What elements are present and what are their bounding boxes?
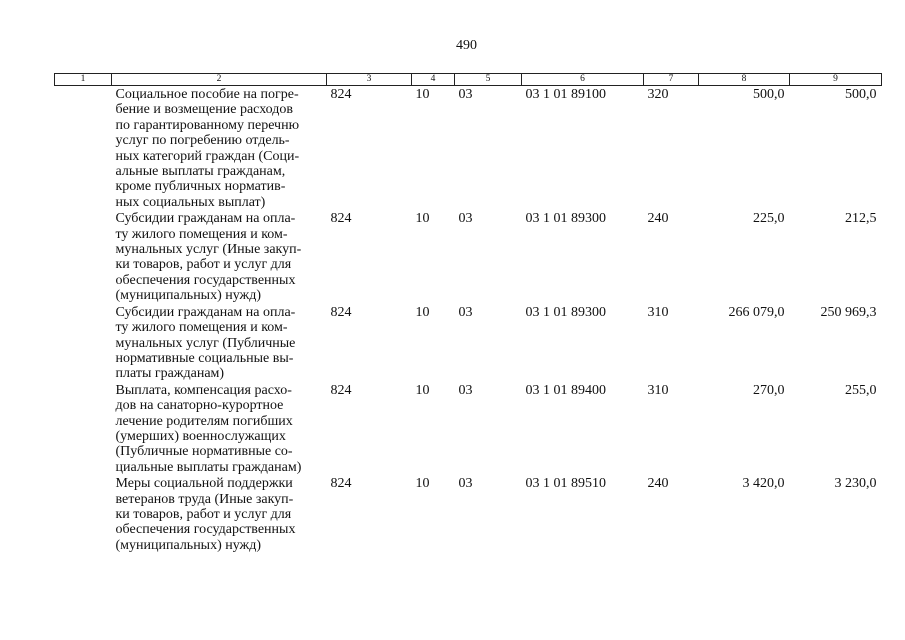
section-code: 10 bbox=[415, 476, 430, 492]
ministry-code: 824 bbox=[330, 87, 352, 102]
row-index-cell bbox=[55, 210, 112, 303]
column-header-2: 2 bbox=[112, 74, 327, 86]
expense-name-cell bbox=[112, 210, 327, 303]
amount-first-year: 225,0 bbox=[753, 211, 785, 227]
column-header-8: 8 bbox=[699, 74, 790, 86]
row-index-cell bbox=[55, 304, 112, 382]
expense-name: Меры социальной поддержки ветеранов труда (Иные закуп- ки товаров, работ и услуг для обеспечения государственных (муниципальных) нужд) bbox=[115, 476, 296, 553]
subsection-code: 03 bbox=[458, 211, 473, 227]
ministry-code: 824 bbox=[330, 382, 352, 398]
page-number: 490 bbox=[456, 38, 477, 53]
table-row bbox=[55, 475, 882, 553]
row-index-cell bbox=[55, 475, 112, 553]
expense-name: Субсидии гражданам на опла- ту жилого помещения и ком- мунальных услуг (Публичные нормативные социальные вы- платы гражданам) bbox=[115, 304, 296, 382]
subsection-code: 03 bbox=[458, 304, 473, 320]
table-row bbox=[55, 304, 882, 382]
expense-type-code: 240 bbox=[647, 476, 669, 492]
subsection-code: 03 bbox=[458, 382, 473, 398]
column-header-7: 7 bbox=[644, 74, 699, 86]
section-code: 10 bbox=[415, 382, 430, 398]
table-row bbox=[55, 210, 882, 303]
ministry-code: 824 bbox=[330, 211, 352, 227]
table-row bbox=[55, 382, 882, 475]
target-article-code: 03 1 01 89300 bbox=[525, 304, 606, 320]
amount-second-year: 255,0 bbox=[845, 382, 877, 398]
expense-name-cell bbox=[112, 382, 327, 475]
section-code: 10 bbox=[415, 211, 430, 227]
budget-table bbox=[54, 73, 882, 553]
column-header-4: 4 bbox=[412, 74, 455, 86]
expense-name-cell bbox=[112, 86, 327, 211]
amount-second-year: 3 230,0 bbox=[834, 476, 877, 492]
target-article-code: 03 1 01 89100 bbox=[525, 87, 606, 102]
expense-name-cell bbox=[112, 304, 327, 382]
amount-first-year: 500,0 bbox=[753, 87, 785, 102]
column-header-5: 5 bbox=[455, 74, 522, 86]
expense-name: Выплата, компенсация расхо- дов на санаторно-курортное лечение родителям погибших (умерших) военнослужащих (Публичные нормативные со- циальные выплаты гражданам) bbox=[115, 382, 302, 475]
target-article-code: 03 1 01 89400 bbox=[525, 382, 606, 398]
amount-first-year: 270,0 bbox=[753, 382, 785, 398]
amount-second-year: 500,0 bbox=[845, 87, 877, 102]
column-header-1: 1 bbox=[55, 74, 112, 86]
expense-name: Социальное пособие на погре- бение и возмещение расходов по гарантированному перечню услуг по погребению отдель- ных категорий граждан (Соци- альные выплаты гражданам, кроме публичных норматив- ных социальных выплат) bbox=[115, 87, 300, 210]
column-header-9: 9 bbox=[790, 74, 882, 86]
amount-second-year: 212,5 bbox=[845, 211, 877, 227]
expense-type-code: 310 bbox=[647, 382, 669, 398]
column-number-row bbox=[55, 74, 882, 86]
column-header-3: 3 bbox=[327, 74, 412, 86]
expense-name: Субсидии гражданам на опла- ту жилого помещения и ком- мунальных услуг (Иные закуп- ки товаров, работ и услуг для обеспечения государственных (муниципальных) нужд) bbox=[115, 211, 302, 304]
amount-first-year: 266 079,0 bbox=[728, 304, 785, 320]
expense-name-cell bbox=[112, 475, 327, 553]
amount-first-year: 3 420,0 bbox=[742, 476, 785, 492]
target-article-code: 03 1 01 89510 bbox=[525, 476, 606, 492]
table-row bbox=[55, 86, 882, 211]
expense-type-code: 240 bbox=[647, 211, 669, 227]
column-header-6: 6 bbox=[522, 74, 644, 86]
target-article-code: 03 1 01 89300 bbox=[525, 211, 606, 227]
ministry-code: 824 bbox=[330, 304, 352, 320]
row-index-cell bbox=[55, 382, 112, 475]
subsection-code: 03 bbox=[458, 476, 473, 492]
section-code: 10 bbox=[415, 304, 430, 320]
ministry-code: 824 bbox=[330, 476, 352, 492]
amount-second-year: 250 969,3 bbox=[820, 304, 877, 320]
expense-type-code: 320 bbox=[647, 87, 669, 102]
subsection-code: 03 bbox=[458, 87, 473, 102]
section-code: 10 bbox=[415, 87, 430, 102]
expense-type-code: 310 bbox=[647, 304, 669, 320]
row-index-cell bbox=[55, 86, 112, 211]
